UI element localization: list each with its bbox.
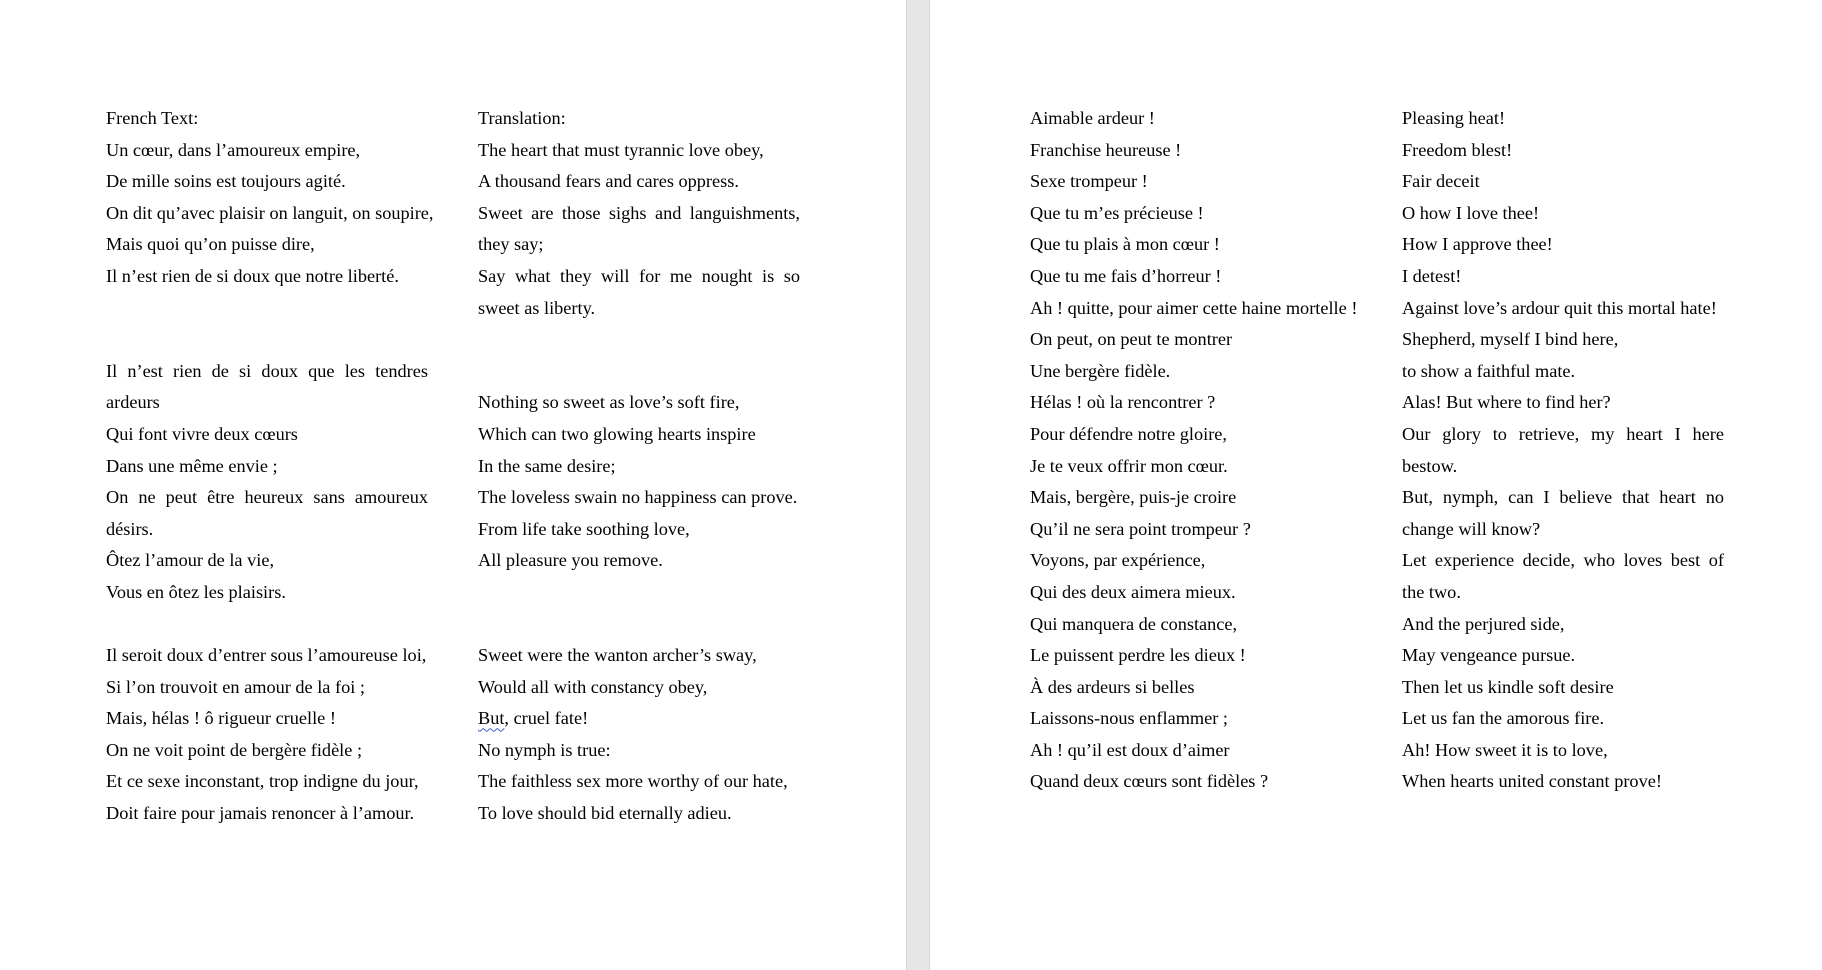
text-line[interactable]: Sweet were the wanton archer’s sway, xyxy=(478,645,757,666)
text-line[interactable]: And the perjured side, xyxy=(1402,613,1565,634)
page-gutter xyxy=(906,0,930,970)
text-line[interactable]: I detest! xyxy=(1402,265,1462,286)
text-line[interactable]: On ne peut être heureux sans amoureux désirs. xyxy=(106,487,428,539)
text-line[interactable]: On ne voit point de bergère fidèle ; xyxy=(106,739,363,760)
text-line[interactable]: On peut, on peut te montrer xyxy=(1030,329,1233,350)
text-line[interactable]: Alas! But where to find her? xyxy=(1402,392,1611,413)
text-line[interactable]: The loveless swain no happiness can prove. xyxy=(478,487,798,508)
text-line[interactable]: Nothing so sweet as love’s soft fire, xyxy=(478,392,740,413)
text-line[interactable]: Ah ! quitte, pour aimer cette haine mortelle ! xyxy=(1030,297,1358,318)
text-line[interactable]: Which can two glowing hearts inspire xyxy=(478,423,756,444)
text-line-spellcheck-flagged[interactable]: But, cruel fate! xyxy=(478,708,589,729)
text-line[interactable]: Que tu m’es précieuse ! xyxy=(1030,202,1204,223)
empty-line[interactable] xyxy=(106,293,428,325)
text-line[interactable]: Qui manquera de constance, xyxy=(1030,613,1238,634)
empty-line[interactable] xyxy=(106,324,428,356)
text-line[interactable]: The heart that must tyrannic love obey, xyxy=(478,139,764,160)
empty-line[interactable] xyxy=(478,577,800,609)
text-line[interactable]: Qui font vivre deux cœurs xyxy=(106,423,298,444)
text-line[interactable]: Si l’on trouvoit en amour de la foi ; xyxy=(106,676,365,697)
text-line[interactable]: Mais quoi qu’on puisse dire, xyxy=(106,234,315,255)
text-line[interactable]: Que tu me fais d’horreur ! xyxy=(1030,265,1222,286)
french-text-column xyxy=(106,103,434,830)
text-line[interactable]: Il n’est rien de si doux que les tendres ardeurs xyxy=(106,360,428,413)
text-line[interactable]: Say what they will for me nought is so sweet as liberty. xyxy=(478,265,800,318)
text-line[interactable]: Shepherd, myself I bind here, xyxy=(1402,329,1619,350)
text-line[interactable]: Je te veux offrir mon cœur. xyxy=(1030,455,1228,476)
text-line[interactable]: When hearts united constant prove! xyxy=(1402,771,1662,792)
text-line[interactable]: Let experience decide, who loves best of the two. xyxy=(1402,550,1724,602)
text-line[interactable]: Vous en ôtez les plaisirs. xyxy=(106,581,286,602)
document-page-right xyxy=(930,0,1822,970)
text-line[interactable]: Doit faire pour jamais renoncer à l’amour. xyxy=(106,803,415,824)
text-line[interactable]: All pleasure you remove. xyxy=(478,550,663,571)
text-line[interactable]: Quand deux cœurs sont fidèles ? xyxy=(1030,771,1269,792)
text-line[interactable]: Against love’s ardour quit this mortal hate! xyxy=(1402,297,1717,318)
column-heading[interactable]: Translation: xyxy=(478,108,566,128)
text-line[interactable]: Hélas ! où la rencontrer ? xyxy=(1030,392,1216,413)
text-line[interactable]: Mais, hélas ! ô rigueur cruelle ! xyxy=(106,708,336,729)
empty-line[interactable] xyxy=(478,324,800,356)
text-line[interactable]: De mille soins est toujours agité. xyxy=(106,171,346,192)
text-line[interactable]: Sweet are those sighs and languishments, they say; xyxy=(478,202,800,255)
text-line[interactable]: A thousand fears and cares oppress. xyxy=(478,171,739,192)
text-line[interactable]: Laissons-nous enflammer ; xyxy=(1030,708,1229,729)
translation-column xyxy=(478,103,800,830)
text-line[interactable]: Qui des deux aimera mieux. xyxy=(1030,581,1236,602)
text-line[interactable]: Un cœur, dans l’amoureux empire, xyxy=(106,139,361,160)
text-line[interactable]: Mais, bergère, puis-je croire xyxy=(1030,487,1237,508)
document-page-left xyxy=(0,0,906,970)
text-line[interactable]: to show a faithful mate. xyxy=(1402,360,1576,381)
text-line[interactable]: In the same desire; xyxy=(478,455,616,476)
text-line[interactable]: Une bergère fidèle. xyxy=(1030,360,1171,381)
text-line[interactable]: May vengeance pursue. xyxy=(1402,645,1576,666)
text-line[interactable]: Ah ! qu’il est doux d’aimer xyxy=(1030,739,1230,760)
text-line[interactable]: Sexe trompeur ! xyxy=(1030,171,1148,192)
text-line[interactable]: Il n’est rien de si doux que notre liberté. xyxy=(106,265,399,286)
text-line[interactable]: From life take soothing love, xyxy=(478,518,690,539)
text-line[interactable]: Ôtez l’amour de la vie, xyxy=(106,550,275,571)
empty-line[interactable] xyxy=(478,609,800,641)
empty-line[interactable] xyxy=(106,609,428,641)
text-line[interactable]: The faithless sex more worthy of our hate, xyxy=(478,771,788,792)
text-line[interactable]: Que tu plais à mon cœur ! xyxy=(1030,234,1220,255)
column-heading[interactable]: French Text: xyxy=(106,108,199,128)
text-line[interactable]: Dans une même envie ; xyxy=(106,455,278,476)
text-line[interactable]: Then let us kindle soft desire xyxy=(1402,676,1614,697)
text-line[interactable]: Freedom blest! xyxy=(1402,139,1513,160)
text-line[interactable]: No nymph is true: xyxy=(478,739,611,760)
french-text-column xyxy=(1030,103,1370,798)
empty-line[interactable] xyxy=(478,356,800,388)
text-line[interactable]: Fair deceit xyxy=(1402,171,1480,192)
text-line[interactable]: Let us fan the amorous fire. xyxy=(1402,708,1605,729)
text-line[interactable]: Franchise heureuse ! xyxy=(1030,139,1182,160)
text-line[interactable]: Pour défendre notre gloire, xyxy=(1030,423,1227,444)
text-line[interactable]: O how I love thee! xyxy=(1402,202,1540,223)
text-line[interactable]: To love should bid eternally adieu. xyxy=(478,803,732,824)
text-line[interactable]: But, nymph, can I believe that heart no change will know? xyxy=(1402,487,1724,539)
text-line[interactable]: Pleasing heat! xyxy=(1402,108,1506,128)
text-line[interactable]: Il seroit doux d’entrer sous l’amoureuse loi, xyxy=(106,645,427,666)
text-line[interactable]: On dit qu’avec plaisir on languit, on soupire, xyxy=(106,202,434,223)
text-line[interactable]: Et ce sexe inconstant, trop indigne du jour, xyxy=(106,771,419,792)
text-line[interactable]: Voyons, par expérience, xyxy=(1030,550,1206,571)
text-line[interactable]: Would all with constancy obey, xyxy=(478,676,708,697)
text-line[interactable]: Our glory to retrieve, my heart I here bestow. xyxy=(1402,423,1724,476)
text-line[interactable]: Ah! How sweet it is to love, xyxy=(1402,739,1608,760)
text-line[interactable]: Qu’il ne sera point trompeur ? xyxy=(1030,518,1251,539)
text-line[interactable]: How I approve thee! xyxy=(1402,234,1553,255)
text-line[interactable]: Aimable ardeur ! xyxy=(1030,108,1155,128)
translation-column xyxy=(1402,103,1724,798)
text-line[interactable]: À des ardeurs si belles xyxy=(1030,676,1195,697)
text-line[interactable]: Le puissent perdre les dieux ! xyxy=(1030,645,1246,666)
